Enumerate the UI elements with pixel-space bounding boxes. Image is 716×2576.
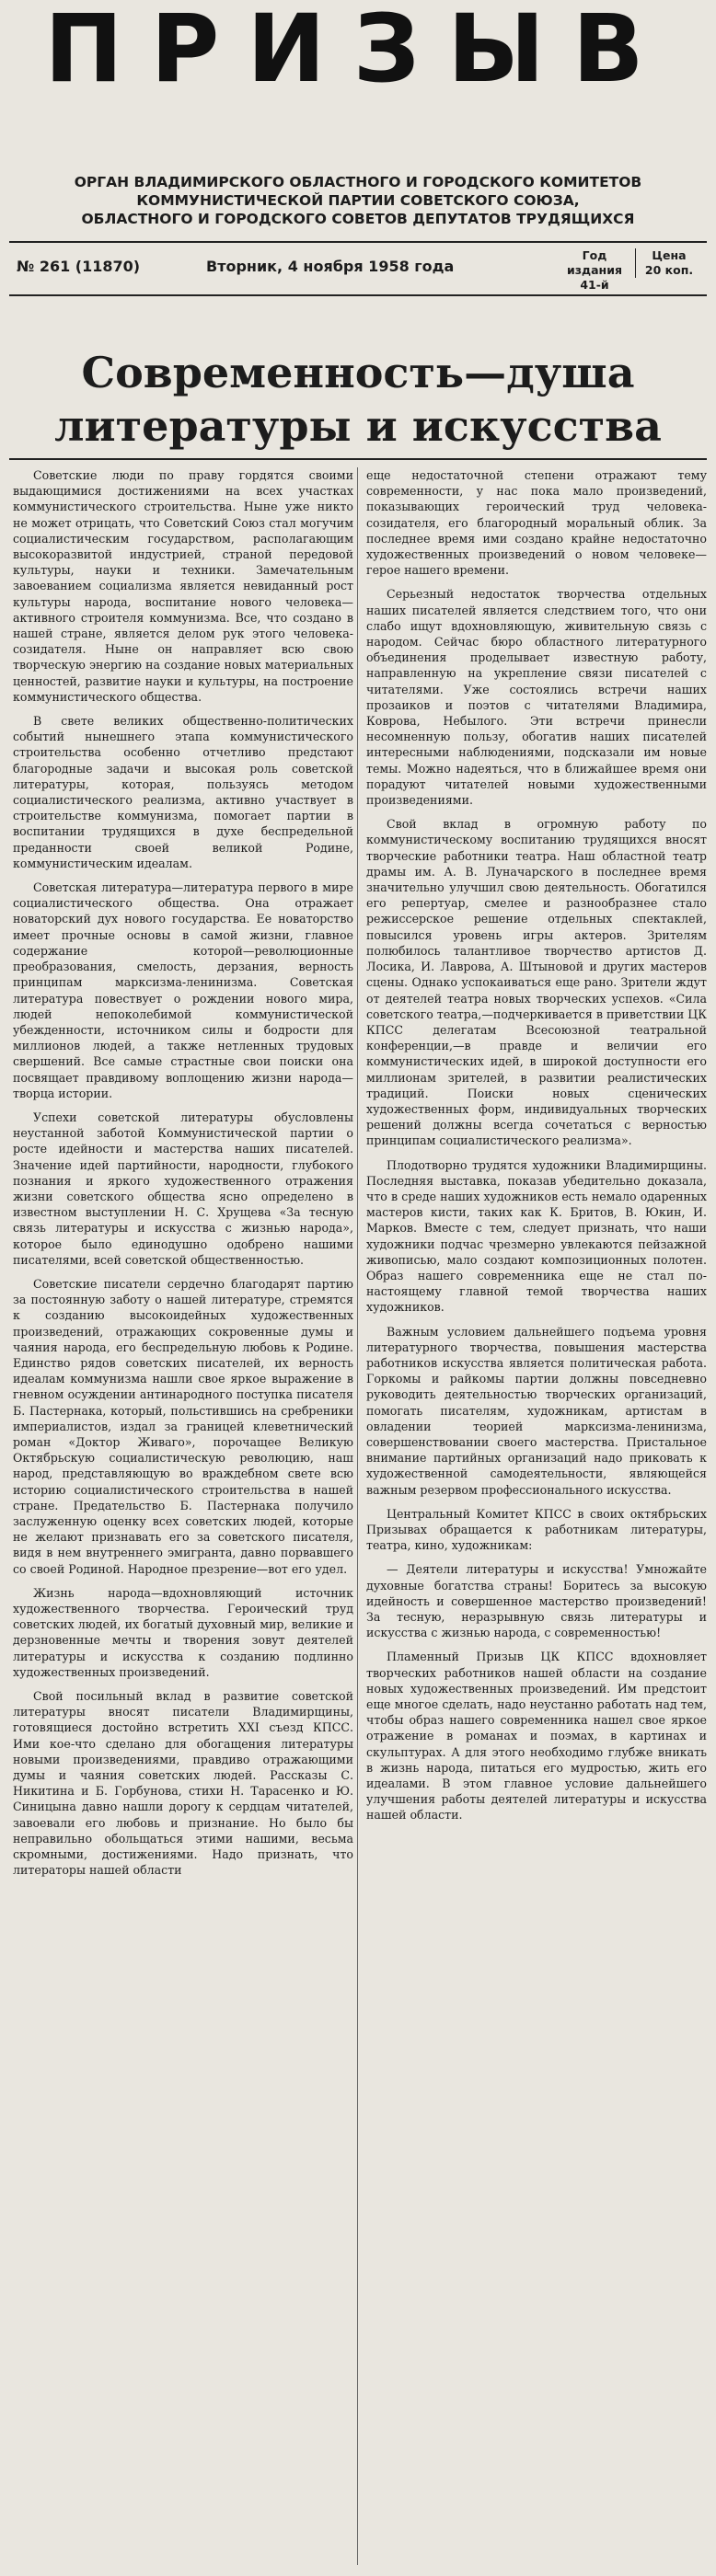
year-value: 41-й (580, 278, 609, 292)
price-value: 20 коп. (644, 263, 694, 277)
paragraph: Советские люди по праву гордятся своими выдающимися достижениями на всех участках коммунистического строительства. Ныне уже никто не может отрицать, что Советский Союз стал могучим социалистическим государством, располагающим высокоразвитой индустрией, страной передовой культуры, науки и техники. Замечательным завоеванием социализма является невиданный рост культуры народа, воспитание нового человека—активного строителя коммунизма. Все, что создано в нашей стране, является делом рук этого человека-созидателя. Ныне он направляет всю свою творческую энергию на создание новых материальных ценностей, развитие науки и культуры, на построение коммунистического общества. (13, 468, 353, 704)
paragraph: Успехи советской литературы обусловлены неустанной заботой Коммунистической партии о росте идейности и мастерства наших писателей. Значение идей партийности, народности, глубокого познания и яркого художественного отражения жизни советского общества ясно определено в известном выступлении Н. С. Хрущева «За тесную связь литературы и искусства с жизнью народа», которое было единодушно одобрено нашими писателями, всей советской общественностью. (13, 1110, 353, 1267)
organ-line-2: КОММУНИСТИЧЕСКОЙ ПАРТИИ СОВЕТСКОГО СОЮЗА, (136, 192, 580, 209)
headline-line-1: Современность—душа (81, 348, 635, 397)
article-column-right (366, 467, 707, 1832)
issue-date: Вторник, 4 ноября 1958 года (206, 258, 455, 275)
paragraph: Советские писатели сердечно благодарят партию за постоянную заботу о нашей литературе, стремятся к созданию высокоидейных художественных произведений, отражающих сокровенные думы и чаяния народа, его беспредельную любовь к Родине. Единство рядов советских писателей, их верность идеалам коммунизма нашли свое яркое выражение в гневном осуждении антинародного поступка писателя Б. Пастернака, который, польстившись на сребреники империалистов, издал за границей клеветнический роман «Доктор Живаго», порочащее Великую Октябрьскую социалистическую революцию, наш народ, представляющую во враждебном свете всю историю социалистического строительства в нашей стране. Предательство Б. Пастернака получило заслуженную оценку всех советских людей, которые не желают признавать его за советского писателя, видя в нем внутреннего эмигранта, давно порвавшего со своей Родиной. Народное презрение—вот его удел. (13, 1276, 353, 1576)
article-headline (9, 346, 707, 453)
headline-line-2: литературы и искусства (54, 401, 662, 451)
article-column-left (13, 467, 353, 1886)
paragraph: Свой посильный вклад в развитие советской литературы вносят писатели Владимирщины, готовящиеся достойно встретить XXI съезд КПСС. Ими кое-что сделано для обогащения литературы новыми произведениями, правдиво отражающими думы и чаяния советских людей. Рассказы С. Никитина и Б. Горбунова, стихи Н. Тарасенко и Ю. Синицына давно нашли дорогу к сердцам читателей, завоевали его любовь и признание. Но было бы неправильно обольщаться этими нашими, весьма скромными, достижениями. Надо признать, что литераторы нашей области (13, 1689, 353, 1878)
price-label: Цена (652, 248, 687, 262)
paragraph: Советская литература—литература первого в мире социалистического общества. Она отражает новаторский дух нового государства. Ее новаторство имеет прочные основы в самой жизни, главное содержание которой—революционные преобразования, смелость, дерзания, верность принципам марксизма-ленинизма. Советская литература повествует о рождении нового мира, людей непоколебимой коммунистической убежденности, источником силы и бодрости для миллионов людей, а также нетленных трудовых свершений. Все самые страстные свои поиски она посвящает правдивому воплощению жизни народа—творца истории. (13, 880, 353, 1100)
headline-rule (9, 458, 707, 460)
paragraph: Пламенный Призыв ЦК КПСС вдохновляет творческих работников нашей области на создание новых художественных произведений. Им предстоит еще многое сделать, надо неустанно работать над тем, чтобы образ нашего современника нашел свое яркое отражение в романах и поэмах, в картинах и скульптурах. А для этого необходимо глубже вникать в жизнь народа, питаться его мудростью, жить его идеалами. В этом главное условие дальнейшего улучшения работы деятелей литературы и искусства нашей области. (366, 1650, 707, 1823)
year-label: Год издания (567, 248, 622, 277)
paragraph: Важным условием дальнейшего подъема уровня литературного творчества, повышения мастерства работников искусства является политическая работа. Горкомы и райкомы партии должны повседневно руководить деятельностью творческих организаций, помогать писателям, художникам, артистам в овладении теорией марксизма-ленинизма, совершенствовании своего мастерства. Пристальное внимание партийных организаций надо приковать к художественной самодеятельности, являющейся важным резервом профессионального искусства. (366, 1324, 707, 1497)
issue-info-bar (9, 241, 707, 296)
paragraph: В свете великих общественно-политических событий нынешнего этапа коммунистического строительства особенно отчетливо предстают благородные задачи и высокая роль советской литературы, которая, пользуясь методом социалистического реализма, активно участвует в строительстве коммунизма, помогает партии в воспитании трудящихся в духе беспредельной преданности своей великой Родине, коммунистическим идеалам. (13, 714, 353, 870)
column-divider (357, 467, 358, 2565)
masthead-title: ПРИЗЫВ (44, 0, 672, 104)
organ-subtitle (9, 173, 707, 228)
issue-number: № 261 (11870) (17, 258, 141, 275)
paragraph: Плодотворно трудятся художники Владимирщины. Последняя выставка, показав убедительно доказала, что в среде наших художников есть немало одаренных мастеров кисти, таких как К. Бритов, В. Юкин, И. Марков. Вместе с тем, следует признать, что наши художники подчас чрезмерно увлекаются пейзажной живописью, мало создают композиционных полотен. Образ нашего современника еще не стал по-настоящему главной темой творчества наших художников. (366, 1157, 707, 1315)
paragraph: еще недостаточной степени отражают тему современности, у нас пока мало произведений, показывающих героический труд человека-созидателя, его благородный моральный облик. За последнее время ими создано крайне недостаточно художественных произведений о новом человеке—герое нашего времени. (366, 468, 707, 578)
paragraph: Центральный Комитет КПСС в своих октябрьских Призывах обращается к работникам литературы, театра, кино, художникам: (366, 1506, 707, 1553)
paragraph: — Деятели литературы и искусства! Умножайте духовные богатства страны! Боритесь за высокую идейность и совершенное мастерство произведений! За тесную, неразрывную связь литературы и искусства с жизнью народа, с современностью! (366, 1562, 707, 1640)
paragraph: Жизнь народа—вдохновляющий источник художественного творчества. Героический труд советских людей, их богатый духовный мир, великие и дерзновенные мечты и творения зовут деятелей литературы и искусства к созданию подлинно художественных произведений. (13, 1585, 353, 1679)
price (635, 248, 702, 278)
organ-line-1: ОРГАН ВЛАДИМИРСКОГО ОБЛАСТНОГО И ГОРОДСКОГО КОМИТЕТОВ (74, 174, 642, 190)
organ-line-3: ОБЛАСТНОГО И ГОРОДСКОГО СОВЕТОВ ДЕПУТАТОВ ТРУДЯЩИХСЯ (81, 211, 635, 227)
publication-year (561, 248, 628, 293)
paragraph: Свой вклад в огромную работу по коммунистическому воспитанию трудящихся вносят творческие работники театра. Наш областной театр драмы им. А. В. Луначарского в последнее время значительно улучшил свою деятельность. Обогатился его репертуар, смелее и разнообразнее стало режиссерское решение отдельных спектаклей, повысился уровень игры актеров. Зрителям полюбилось талантливое творчество артистов Д. Лосика, И. Лаврова, А. Штыновой и других мастеров сцены. Однако успокаиваться еще рано. Зрители ждут от деятелей театра новых творческих успехов. «Сила советского театра,—подчеркивается в приветствии ЦК КПСС делегатам Всесоюзной театральной конференции,—в правде и величии его коммунистических идей, в широкой доступности его миллионам зрителей, в развитии реалистических традиций. Поиски новых сценических художественных форм, индивидуальных творческих решений должны всегда сочетаться с верностью принципам социалистического реализма». (366, 817, 707, 1148)
paragraph: Серьезный недостаток творчества отдельных наших писателей является следствием того, что они слабо ищут вдохновляющую, живительную связь с народом. Сейчас бюро областного литературного объединения проделывает известную работу, направленную на укрепление связи писателей с читателями. Уже состоялись встречи наших прозаиков и поэтов с читателями Владимира, Коврова, Небылого. Эти встречи принесли несомненную пользу, обогатив наших писателей интересными наблюдениями, подсказали им новые темы. Можно надеяться, что в ближайшее время они порадуют читателей новыми художественными произведениями. (366, 587, 707, 808)
